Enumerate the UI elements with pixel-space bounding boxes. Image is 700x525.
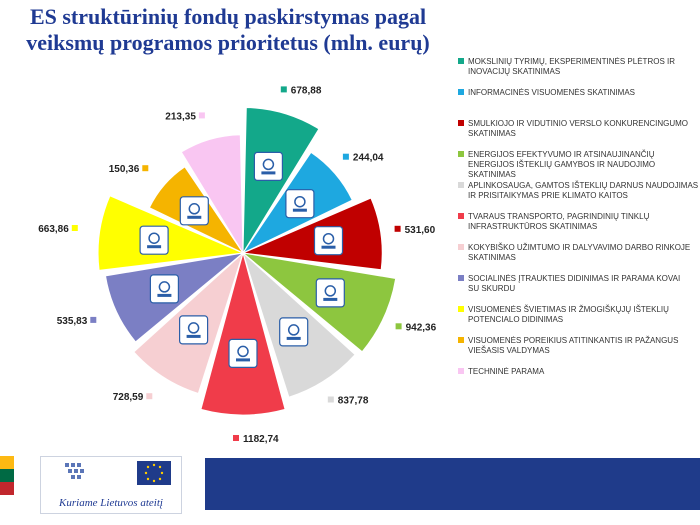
data-label: 150,36 [108, 164, 140, 176]
government-building-icon [180, 197, 208, 225]
label-marker [233, 435, 239, 441]
data-label: 531,60 [404, 224, 436, 236]
eu-funds-logo [40, 456, 182, 514]
legend-entry: TECHNINĖ PARAMA [468, 367, 545, 376]
label-marker [90, 317, 96, 323]
label-marker [281, 86, 287, 92]
data-label: 244,04 [352, 152, 384, 164]
legend-swatch [458, 151, 464, 157]
legend-swatch [458, 182, 464, 188]
legend-swatch [458, 244, 464, 250]
legend-entry: TVARAUS TRANSPORTO, PAGRINDINIŲ TINKLŲ INFRASTRUKTŪROS SKATINIMAS [468, 212, 650, 231]
label-marker [396, 323, 402, 329]
data-label: 728,59 [112, 392, 144, 404]
data-label: 1182,74 [243, 434, 279, 445]
graduation-cap-icon [140, 226, 168, 254]
legend-swatch [458, 368, 464, 374]
legend-entry: SOCIALINĖS ĮTRAUKTIES DIDINIMAS IR PARAMA KOVAI SU SKURDU [468, 274, 681, 293]
legend-entry: VISUOMENĖS ŠVIETIMAS IR ŽMOGIŠKŲJŲ IŠTEKLIŲ POTENCIALO DIDINIMAS [468, 305, 669, 324]
data-label: 535,83 [56, 315, 88, 327]
growth-chart-icon [315, 227, 343, 255]
label-marker [343, 154, 349, 160]
tree-icon [280, 318, 308, 346]
flag-stripe-green [0, 469, 14, 482]
data-label: 837,78 [337, 395, 369, 407]
label-marker [199, 112, 205, 118]
data-label: 678,88 [290, 85, 322, 97]
chart-title: ES struktūrinių fondų paskirstymas pagal veiksmų programos prioritetus (mln. eurų) [26, 4, 430, 55]
pie-slices [98, 108, 396, 415]
microscope-icon [254, 152, 282, 180]
legend-entry: APLINKOSAUGA, GAMTOS IŠTEKLIŲ DARNUS NAUDOJIMAS IR PRISITAIKYMAS PRIE KLIMATO KAITOS [468, 181, 699, 200]
transport-icon [229, 339, 257, 367]
family-icon [150, 275, 178, 303]
legend-swatch [458, 275, 464, 281]
legend-entry: SMULKIOJO IR VIDUTINIO VERSLO KONKURENCINGUMO SKATINIMAS [468, 119, 689, 138]
legend-entry: VISUOMENĖS POREIKIUS ATITINKANTIS IR PAŽANGUS VIEŠASIS VALDYMAS [468, 336, 679, 355]
laptop-icon [286, 190, 314, 218]
legend [458, 57, 698, 376]
data-label: 942,36 [405, 322, 437, 334]
flag-stripe-red [0, 482, 14, 495]
label-marker [72, 225, 78, 231]
legend-swatch [458, 306, 464, 312]
legend-entry: ENERGIJOS EFEKTYVUMO IR ATSINAUJINANČIŲ ENERGIJOS IŠTEKLIŲ GAMYBOS IR NAUDOJIMO SKATINIMAS [468, 150, 656, 179]
legend-swatch [458, 58, 464, 64]
legend-swatch [458, 213, 464, 219]
people-icon [180, 316, 208, 344]
label-marker [328, 397, 334, 403]
legend-entry: MOKSLINIŲ TYRIMŲ, EKSPERIMENTINĖS PLĖTROS IR INOVACIJŲ SKATINIMAS [468, 57, 675, 76]
legend-swatch [458, 337, 464, 343]
footer-slogan: Kuriame Lietuvos ateitį [59, 497, 163, 509]
legend-swatch [458, 89, 464, 95]
label-marker [142, 165, 148, 171]
data-label: 663,86 [38, 224, 69, 235]
data-label: 213,35 [165, 111, 196, 123]
flag-stripe-yellow [0, 456, 14, 469]
legend-swatch [458, 120, 464, 126]
label-marker [146, 393, 152, 399]
eu-logo-graphic-icon [41, 457, 181, 497]
legend-entry: KOKYBIŠKO UŽIMTUMO IR DALYVAVIMO DARBO RINKOJE SKATINIMAS [468, 243, 691, 262]
energy-house-icon [316, 279, 344, 307]
label-marker [395, 226, 401, 232]
footer-band [205, 458, 700, 510]
legend-entry: INFORMACINĖS VISUOMENĖS SKATINIMAS [468, 88, 635, 97]
